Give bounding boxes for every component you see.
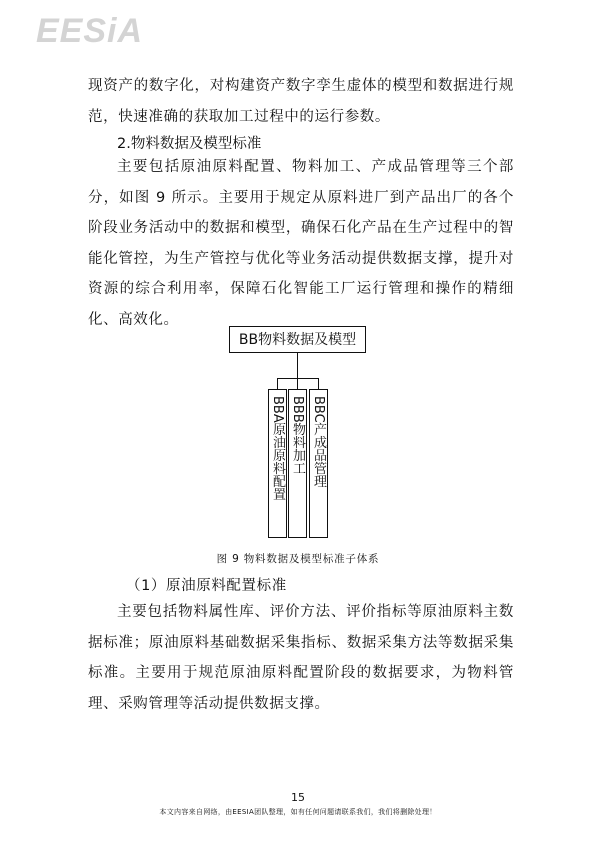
paragraph-3-text: 主要包括物料属性库、评价方法、评价指标等原油原料主数据标准；原油原料基础数据采集指标、数据采集方法等数据采集标准。主要用于规范原油原料配置阶段的数据要求，为物料管理、采购管理等活动提供数据支撑。 [88, 604, 514, 712]
diagram-child-node-1 [268, 389, 287, 538]
paragraph-2-text: 主要包括原油原料配置、物料加工、产成品管理等三个部分，如图 9 所示。主要用于规定从原料进厂到产品出厂的各个阶段业务活动中的数据和模型，确保石化产品在生产过程中的智能化管控，为生产管控与优化等业务活动提供数据支撑，提升对资源的综合利用率，保障石化智能工厂运行管理和操作的精细化、高效化。 [88, 159, 514, 328]
diagram-root-node: BB物料数据及模型 [229, 326, 366, 353]
connector-horizontal [277, 378, 319, 379]
section-heading-2: 2.物料数据及模型标准 [117, 136, 262, 152]
paragraph-1-text: 现资产的数字化，对构建资产数字孪生虚体的模型和数据进行规范，快速准确的获取加工过程中的运行参数。 [88, 78, 514, 125]
connector-child-2 [297, 378, 298, 389]
footer-note: 本文内容来自网络，由EESIA团队整理，如有任何问题请联系我们，我们将删除处理！ [159, 808, 437, 816]
diagram-child-label-3: BBC产成品管理 [311, 396, 326, 488]
paragraph-2 [88, 152, 514, 336]
paragraph-1 [88, 71, 514, 132]
connector-child-1 [277, 378, 278, 389]
diagram-child-label-2: BBB物料加工 [290, 396, 305, 475]
eesia-logo: EESiA [36, 12, 144, 50]
diagram-child-node-2 [288, 389, 307, 538]
paragraph-3 [88, 597, 514, 719]
diagram-child-node-3 [309, 389, 328, 538]
diagram-child-label-1: BBA原油原料配置 [270, 396, 285, 501]
connector-child-3 [318, 378, 319, 389]
connector-root-vertical [297, 353, 298, 378]
section-heading-3: （1）原油原料配置标准 [126, 578, 287, 594]
figure-caption: 图 9 物料数据及模型标准子体系 [216, 553, 380, 565]
page-number: 15 [291, 791, 305, 804]
